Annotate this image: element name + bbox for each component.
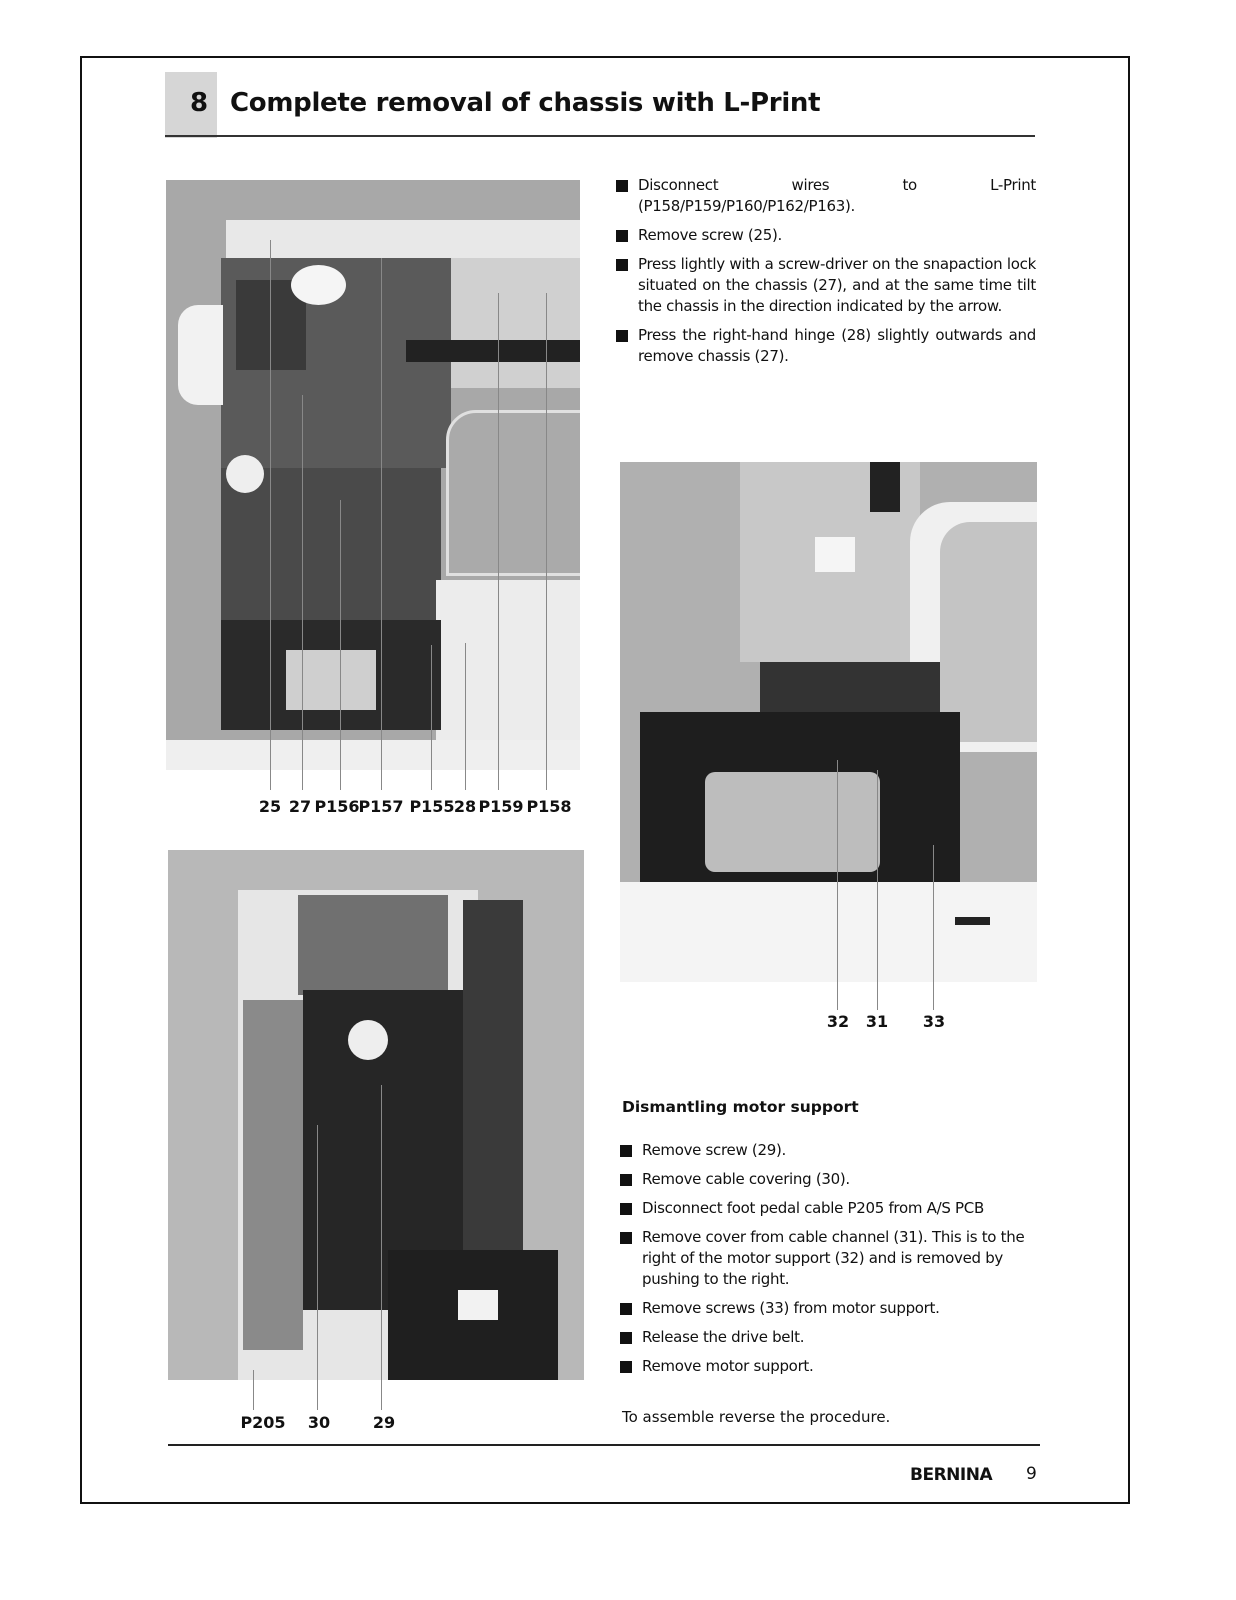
callout: 25	[258, 797, 282, 816]
figure-motor-support	[620, 462, 1037, 982]
leader-line	[253, 1370, 254, 1410]
figure-l-print-chassis	[166, 180, 580, 770]
leader-line	[837, 760, 838, 1010]
leader-line	[381, 258, 382, 790]
callout: P155	[409, 797, 455, 816]
callout: 30	[307, 1413, 331, 1432]
step-item: Remove screws (33) from motor support.	[620, 1298, 1040, 1319]
footer-rule	[168, 1444, 1040, 1446]
figure-as-pcb	[168, 850, 584, 1380]
leader-line	[302, 395, 303, 790]
leader-line	[877, 770, 878, 1010]
step-item: Press lightly with a screw-driver on the snapaction lock situated on the chassis (27), and at the same time tilt the chassis in the direction indicated by the arrow.	[616, 254, 1036, 317]
leader-line	[270, 240, 271, 790]
callout: 29	[372, 1413, 396, 1432]
leader-line	[317, 1125, 318, 1410]
closing-note: To assemble reverse the procedure.	[622, 1408, 891, 1426]
page-title: Complete removal of chassis with L-Print	[230, 88, 821, 118]
page-number: 9	[1026, 1464, 1037, 1484]
callout: P159	[478, 797, 524, 816]
step-item: Release the drive belt.	[620, 1327, 1040, 1348]
leader-line	[381, 1085, 382, 1410]
callout: 27	[288, 797, 312, 816]
section-heading: Dismantling motor support	[622, 1098, 859, 1116]
callout: 33	[922, 1012, 946, 1031]
leader-line	[498, 293, 499, 790]
step-item: Remove cover from cable channel (31). This is to the right of the motor support (32) and is removed by pushing to the right.	[620, 1227, 1040, 1290]
leader-line	[933, 845, 934, 1010]
step-item: Remove screw (29).	[620, 1140, 1040, 1161]
leader-line	[546, 293, 547, 790]
chassis-removal-steps	[616, 175, 1036, 375]
step-item: Press the right-hand hinge (28) slightly outwards and remove chassis (27).	[616, 325, 1036, 367]
section-number: 8	[190, 88, 209, 118]
callout: 31	[865, 1012, 889, 1031]
callout: 28	[453, 797, 477, 816]
step-item: Remove screw (25).	[616, 225, 1036, 246]
step-item: Disconnect foot pedal cable P205 from A/S PCB	[620, 1198, 1040, 1219]
callout: P156	[314, 797, 360, 816]
leader-line	[431, 645, 432, 790]
header-rule	[165, 135, 1035, 137]
step-item: Remove motor support.	[620, 1356, 1040, 1377]
leader-line	[340, 500, 341, 790]
brand-logo: BERNINA	[910, 1465, 993, 1485]
motor-support-steps	[620, 1140, 1040, 1385]
callout: P205	[240, 1413, 286, 1432]
callout: 32	[826, 1012, 850, 1031]
step-item: Remove cable covering (30).	[620, 1169, 1040, 1190]
callout: P157	[358, 797, 404, 816]
leader-line	[465, 643, 466, 790]
callout: P158	[526, 797, 572, 816]
step-item: Disconnect wires to L-Print (P158/P159/P160/P162/P163).	[616, 175, 1036, 217]
